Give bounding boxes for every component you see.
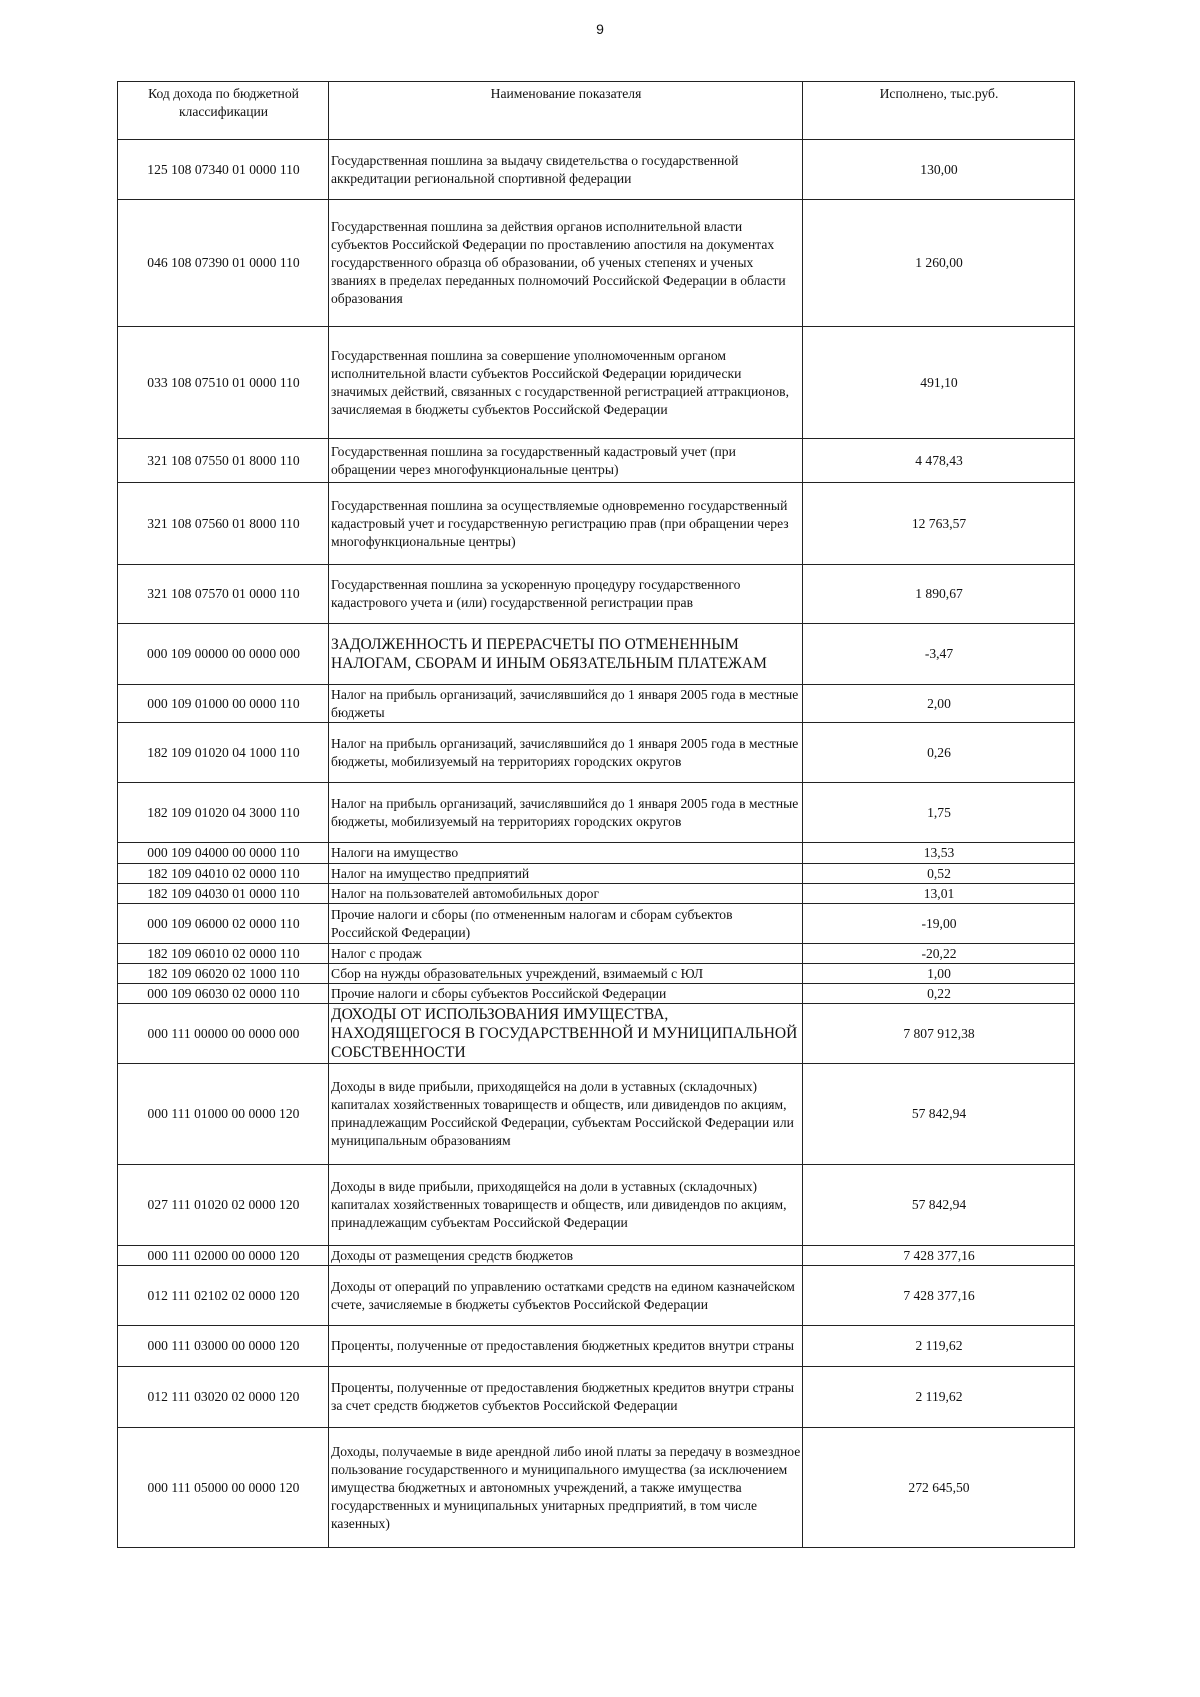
- cell-name: Налог на прибыль организаций, зачислявшийся до 1 января 2005 года в местные бюджеты, мобилизуемый на территориях городских округов: [329, 723, 803, 783]
- cell-code: 046 108 07390 01 0000 110: [118, 200, 329, 327]
- table-row: [118, 685, 1075, 723]
- cell-name: Налог на прибыль организаций, зачислявшийся до 1 января 2005 года в местные бюджеты, мобилизуемый на территориях городских округов: [329, 783, 803, 843]
- cell-value: -19,00: [803, 904, 1075, 944]
- cell-value: 13,01: [803, 884, 1075, 904]
- table-row: [118, 964, 1075, 984]
- table-row: [118, 1165, 1075, 1246]
- table-row: [118, 884, 1075, 904]
- cell-name: Доходы в виде прибыли, приходящейся на доли в уставных (складочных) капиталах хозяйственных товариществ и обществ, или дивидендов по акциям, принадлежащим субъектам Российской Федерации: [329, 1165, 803, 1246]
- cell-code: 182 109 04030 01 0000 110: [118, 884, 329, 904]
- cell-name: Доходы от размещения средств бюджетов: [329, 1246, 803, 1266]
- cell-name: Налоги на имущество: [329, 843, 803, 864]
- table-row: [118, 1428, 1075, 1548]
- cell-value: 57 842,94: [803, 1165, 1075, 1246]
- cell-code: 027 111 01020 02 0000 120: [118, 1165, 329, 1246]
- cell-code: 033 108 07510 01 0000 110: [118, 327, 329, 439]
- cell-name: Государственная пошлина за осуществляемые одновременно государственный кадастровый учет и государственную регистрацию прав (при обращении через многофункциональные центры): [329, 483, 803, 565]
- cell-name: Налог на имущество предприятий: [329, 864, 803, 884]
- cell-code: 182 109 01020 04 1000 110: [118, 723, 329, 783]
- table-row: [118, 1246, 1075, 1266]
- cell-name: Государственная пошлина за государственный кадастровый учет (при обращении через многофункциональные центры): [329, 439, 803, 483]
- cell-code: 182 109 01020 04 3000 110: [118, 783, 329, 843]
- cell-code: 012 111 02102 02 0000 120: [118, 1266, 329, 1326]
- cell-name: Государственная пошлина за ускоренную процедуру государственного кадастрового учета и (или) государственной регистрации прав: [329, 565, 803, 624]
- table-row: [118, 140, 1075, 200]
- cell-code: 000 109 00000 00 0000 000: [118, 624, 329, 685]
- cell-value: 130,00: [803, 140, 1075, 200]
- cell-value: 0,26: [803, 723, 1075, 783]
- cell-value: 57 842,94: [803, 1064, 1075, 1165]
- header-code: Код дохода по бюджетной классификации: [118, 82, 329, 140]
- cell-value: 12 763,57: [803, 483, 1075, 565]
- cell-code: 125 108 07340 01 0000 110: [118, 140, 329, 200]
- cell-value: 7 428 377,16: [803, 1246, 1075, 1266]
- table-row: [118, 200, 1075, 327]
- cell-name: Государственная пошлина за совершение уполномоченным органом исполнительной власти субъектов Российской Федерации юридически значимых действий, связанных с государственной регистрацией аттракционов, зачисляемая в бюджеты субъектов Российской Федерации: [329, 327, 803, 439]
- cell-name: Налог на прибыль организаций, зачислявшийся до 1 января 2005 года в местные бюджеты: [329, 685, 803, 723]
- table-header-row: [118, 82, 1075, 140]
- cell-value: -3,47: [803, 624, 1075, 685]
- cell-name: ДОХОДЫ ОТ ИСПОЛЬЗОВАНИЯ ИМУЩЕСТВА, НАХОДЯЩЕГОСЯ В ГОСУДАРСТВЕННОЙ И МУНИЦИПАЛЬНОЙ СОБСТВЕННОСТИ: [329, 1004, 803, 1064]
- table-body: [118, 140, 1075, 1548]
- cell-name: Государственная пошлина за действия органов исполнительной власти субъектов Российской Федерации по проставлению апостиля на документах государственного образца об образовании, об ученых степенях и ученых званиях в пределах переданных полномочий Российской Федерации в области образования: [329, 200, 803, 327]
- table-row: [118, 843, 1075, 864]
- cell-value: 1,00: [803, 964, 1075, 984]
- table-row: [118, 1064, 1075, 1165]
- cell-code: 000 111 05000 00 0000 120: [118, 1428, 329, 1548]
- cell-value: 1 260,00: [803, 200, 1075, 327]
- cell-code: 000 109 01000 00 0000 110: [118, 685, 329, 723]
- cell-code: 321 108 07560 01 8000 110: [118, 483, 329, 565]
- cell-name: Сбор на нужды образовательных учреждений, взимаемый с ЮЛ: [329, 964, 803, 984]
- cell-value: 1 890,67: [803, 565, 1075, 624]
- table-row: [118, 327, 1075, 439]
- header-name: Наименование показателя: [329, 82, 803, 140]
- cell-name: Налог на пользователей автомобильных дорог: [329, 884, 803, 904]
- table-row: [118, 904, 1075, 944]
- cell-value: 272 645,50: [803, 1428, 1075, 1548]
- cell-value: 491,10: [803, 327, 1075, 439]
- cell-name: ЗАДОЛЖЕННОСТЬ И ПЕРЕРАСЧЕТЫ ПО ОТМЕНЕННЫМ НАЛОГАМ, СБОРАМ И ИНЫМ ОБЯЗАТЕЛЬНЫМ ПЛАТЕЖАМ: [329, 624, 803, 685]
- cell-name: Государственная пошлина за выдачу свидетельства о государственной аккредитации региональной спортивной федерации: [329, 140, 803, 200]
- cell-value: 4 478,43: [803, 439, 1075, 483]
- cell-name: Проценты, полученные от предоставления бюджетных кредитов внутри страны: [329, 1326, 803, 1367]
- cell-value: 13,53: [803, 843, 1075, 864]
- cell-value: 0,52: [803, 864, 1075, 884]
- cell-code: 000 111 01000 00 0000 120: [118, 1064, 329, 1165]
- cell-name: Доходы от операций по управлению остатками средств на едином казначейском счете, зачисляемые в бюджеты субъектов Российской Федерации: [329, 1266, 803, 1326]
- table-row: [118, 1004, 1075, 1064]
- cell-code: 000 109 04000 00 0000 110: [118, 843, 329, 864]
- cell-name: Прочие налоги и сборы субъектов Российской Федерации: [329, 984, 803, 1004]
- cell-name: Доходы в виде прибыли, приходящейся на доли в уставных (складочных) капиталах хозяйственных товариществ и обществ, или дивидендов по акциям, принадлежащим Российской Федерации, субъектам Российской Федерации или муниципальным образованиям: [329, 1064, 803, 1165]
- table-row: [118, 984, 1075, 1004]
- cell-name: Проценты, полученные от предоставления бюджетных кредитов внутри страны за счет средств бюджетов субъектов Российской Федерации: [329, 1367, 803, 1428]
- table-row: [118, 439, 1075, 483]
- cell-value: 0,22: [803, 984, 1075, 1004]
- table-row: [118, 483, 1075, 565]
- cell-code: 000 109 06000 02 0000 110: [118, 904, 329, 944]
- table-row: [118, 1266, 1075, 1326]
- header-value: Исполнено, тыс.руб.: [803, 82, 1075, 140]
- cell-code: 000 109 06030 02 0000 110: [118, 984, 329, 1004]
- table-row: [118, 624, 1075, 685]
- cell-name: Доходы, получаемые в виде арендной либо иной платы за передачу в возмездное пользование государственного и муниципального имущества (за исключением имущества бюджетных и автономных учреждений, а также имущества государственных и муниципальных унитарных предприятий, в том числе казенных): [329, 1428, 803, 1548]
- cell-code: 321 108 07570 01 0000 110: [118, 565, 329, 624]
- revenue-table: [117, 81, 1075, 1548]
- cell-code: 012 111 03020 02 0000 120: [118, 1367, 329, 1428]
- cell-value: 7 807 912,38: [803, 1004, 1075, 1064]
- cell-value: -20,22: [803, 944, 1075, 964]
- cell-name: Прочие налоги и сборы (по отмененным налогам и сборам субъектов Российской Федерации): [329, 904, 803, 944]
- page-number: 9: [596, 21, 604, 37]
- table-row: [118, 565, 1075, 624]
- cell-code: 000 111 03000 00 0000 120: [118, 1326, 329, 1367]
- table-row: [118, 944, 1075, 964]
- cell-code: 182 109 04010 02 0000 110: [118, 864, 329, 884]
- cell-code: 182 109 06020 02 1000 110: [118, 964, 329, 984]
- cell-value: 1,75: [803, 783, 1075, 843]
- table-row: [118, 864, 1075, 884]
- cell-code: 000 111 02000 00 0000 120: [118, 1246, 329, 1266]
- table-row: [118, 1367, 1075, 1428]
- table-row: [118, 723, 1075, 783]
- cell-value: 7 428 377,16: [803, 1266, 1075, 1326]
- cell-code: 000 111 00000 00 0000 000: [118, 1004, 329, 1064]
- table-row: [118, 1326, 1075, 1367]
- cell-code: 182 109 06010 02 0000 110: [118, 944, 329, 964]
- cell-value: 2 119,62: [803, 1367, 1075, 1428]
- cell-value: 2,00: [803, 685, 1075, 723]
- cell-name: Налог с продаж: [329, 944, 803, 964]
- cell-value: 2 119,62: [803, 1326, 1075, 1367]
- cell-code: 321 108 07550 01 8000 110: [118, 439, 329, 483]
- table-row: [118, 783, 1075, 843]
